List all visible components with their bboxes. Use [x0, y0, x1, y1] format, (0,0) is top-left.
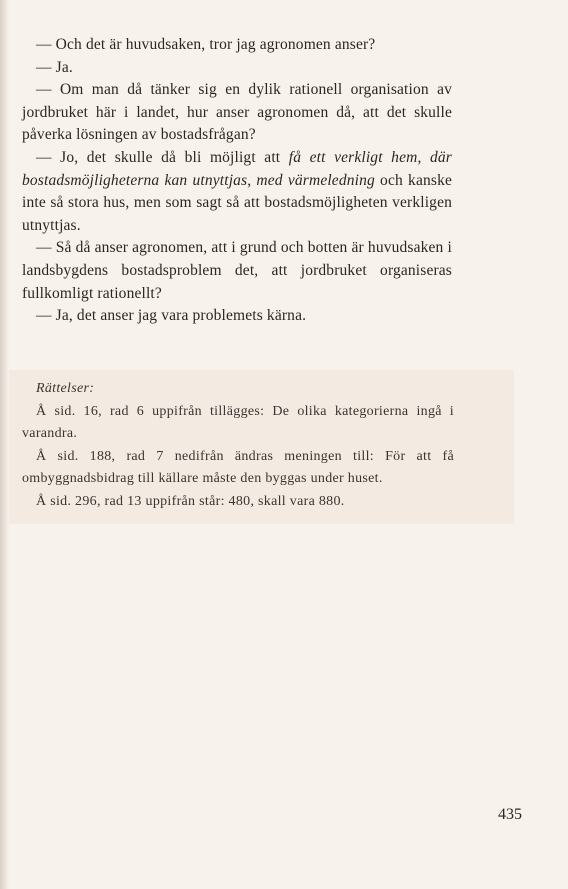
page-spine-shadow — [0, 0, 9, 889]
dialogue-text: och kanske inte så stora hus, men som sagt så att bostadsmöjligheten verkligen utnyttjas. — [22, 171, 452, 234]
errata-section — [22, 378, 454, 514]
errata-heading: Rättelser: — [36, 381, 95, 396]
errata-item: Å sid. 296, rad 13 uppifrån står: 480, skall vara 880. — [36, 493, 345, 509]
dialogue-line — [22, 147, 452, 237]
dialogue-line: — Ja, det anser jag vara problemets kärna. — [36, 307, 307, 325]
dialogue-line: — Om man då tänker sig en dylik rationell organisation av jordbruket här i landet, hur anser agronomen då, att det skulle påverka lösningen av bostadsfrågan? — [22, 81, 452, 144]
dialogue-line: — Ja. — [36, 58, 73, 76]
dialogue-emphasis: få ett verkligt hem, där bostadsmöjligheterna kan utnyttjas, med värmeledning — [22, 148, 452, 189]
page-number: 435 — [498, 806, 522, 823]
errata-item: Å sid. 188, rad 7 nedifrån ändras meningen till: För att få ombyggnadsbidrag till källare måste den byggas under huset. — [22, 448, 454, 487]
interview-text — [22, 34, 452, 328]
dialogue-line: — Och det är huvudsaken, tror jag agronomen anser? — [36, 36, 376, 53]
dialogue-text: — Jo, det skulle då bli möjligt att — [36, 148, 289, 166]
errata-item: Å sid. 16, rad 6 uppifrån tillägges: De olika kategorierna ingå i varandra. — [22, 403, 454, 442]
dialogue-line: — Så då anser agronomen, att i grund och botten är huvudsaken i landsbygdens bostadsproblem det, att jordbruket organiseras fullkomligt rationellt? — [22, 239, 452, 302]
